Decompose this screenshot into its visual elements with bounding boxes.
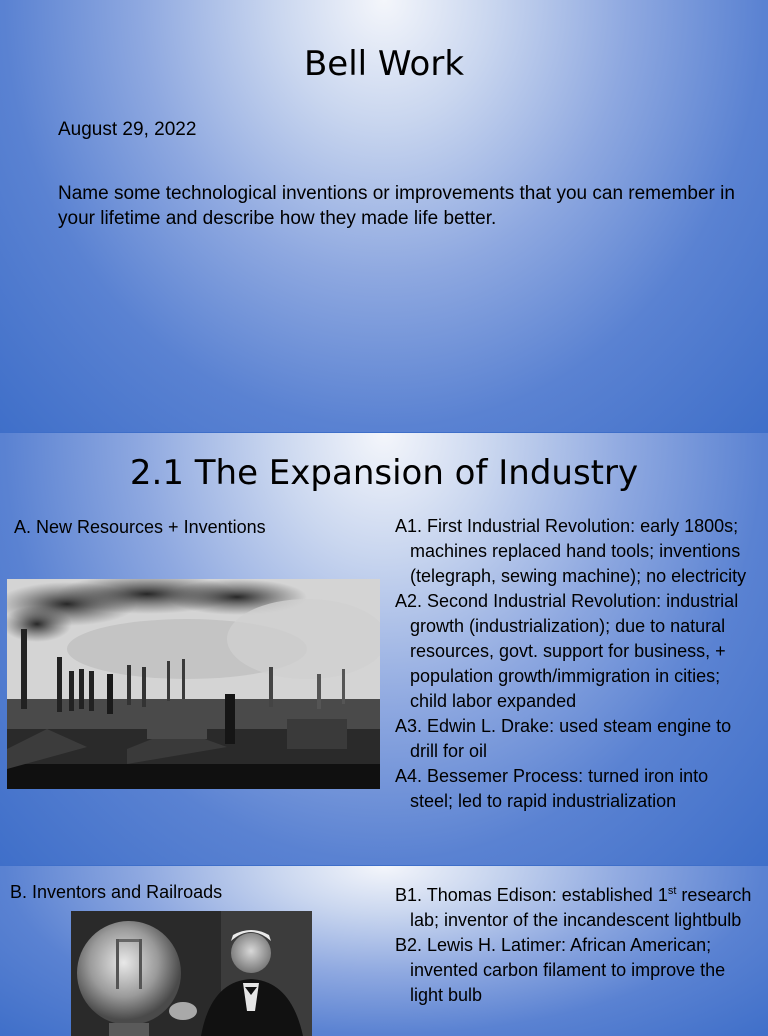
notes-list [395, 514, 755, 814]
section-heading: A. New Resources + Inventions [14, 517, 266, 537]
date-text: August 29, 2022 [58, 119, 197, 140]
edison-lightbulb-photo [71, 911, 312, 1036]
slide-title: 2.1 The Expansion of Industry [129, 453, 639, 493]
list-item: A2. Second Industrial Revolution: industrial growth (industrialization); due to natural resources, govt. support for business, + population growth/immigration in cities; child labor expanded [395, 591, 739, 711]
notes-list [395, 879, 755, 1008]
slide-expansion-of-industry [0, 433, 768, 865]
list-item: A4. Bessemer Process: turned iron into steel; led to rapid industrialization [395, 766, 709, 811]
edison-image [71, 911, 312, 1036]
factory-image [7, 579, 380, 789]
slide-inventors-and-railroads [0, 866, 768, 1036]
list-item: B2. Lewis H. Latimer: African American; invented carbon filament to improve the light bulb [395, 935, 726, 1005]
list-item: A1. First Industrial Revolution: early 1800s; machines replaced hand tools; inventions (telegraph, sewing machine); no electricity [395, 516, 747, 586]
factory-smokestacks-photo [7, 579, 380, 789]
list-item-text: research lab; inventor of the incandescent lightbulb [410, 885, 752, 930]
superscript: st [667, 885, 677, 897]
list-item [395, 879, 755, 933]
section-heading: B. Inventors and Railroads [10, 882, 223, 902]
slide-title: Bell Work [303, 44, 465, 84]
list-item: A3. Edwin L. Drake: used steam engine to drill for oil [395, 716, 732, 761]
bell-work-question: Name some technological inventions or improvements that you can remember in your lifetime and describe how they made life better. [58, 183, 735, 229]
slide-bell-work [0, 0, 768, 432]
list-item-text: B1. Thomas Edison: established 1 [395, 885, 668, 905]
